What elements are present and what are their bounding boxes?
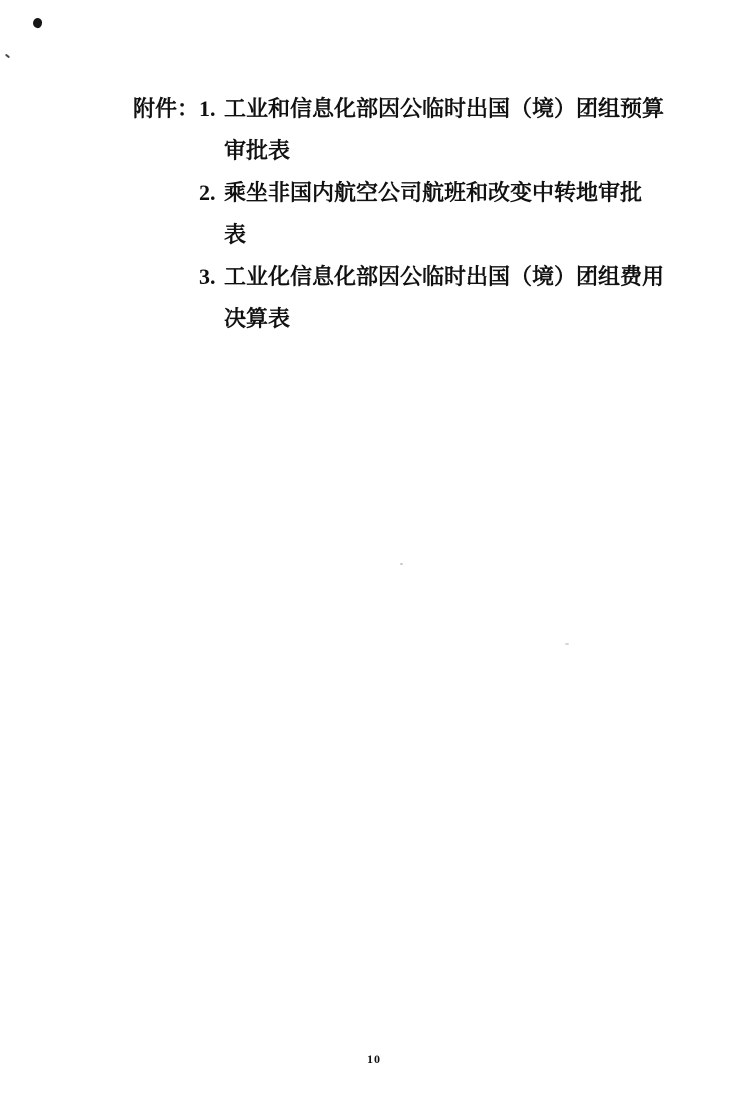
item-number: 1. (199, 96, 216, 121)
item-text-line: 表 (224, 222, 247, 247)
item-line (199, 172, 664, 214)
scan-dust-speck (565, 643, 569, 645)
item-line (199, 256, 664, 298)
ink-dot-artifact (32, 17, 43, 29)
item-text-line: 乘坐非国内航空公司航班和改变中转地审批 (224, 180, 643, 205)
item-text-line: 决算表 (224, 306, 291, 331)
item-number: 2. (199, 180, 216, 205)
attachment-item (199, 256, 664, 340)
item-text-line: 审批表 (224, 138, 291, 163)
item-number: 3. (199, 264, 216, 289)
stray-scan-mark (5, 54, 10, 59)
attachment-list (133, 88, 664, 340)
attachment-item (199, 172, 664, 256)
page-number: 10 (367, 1052, 381, 1066)
attachment-items (199, 88, 664, 340)
item-line (199, 88, 664, 130)
attachment-item (199, 88, 664, 172)
scan-dust-speck (400, 563, 403, 565)
item-text-line: 工业化信息化部因公临时出国（境）团组费用 (224, 264, 665, 289)
item-text-line: 工业和信息化部因公临时出国（境）团组预算 (224, 96, 665, 121)
attachment-label: 附件： (133, 96, 200, 121)
